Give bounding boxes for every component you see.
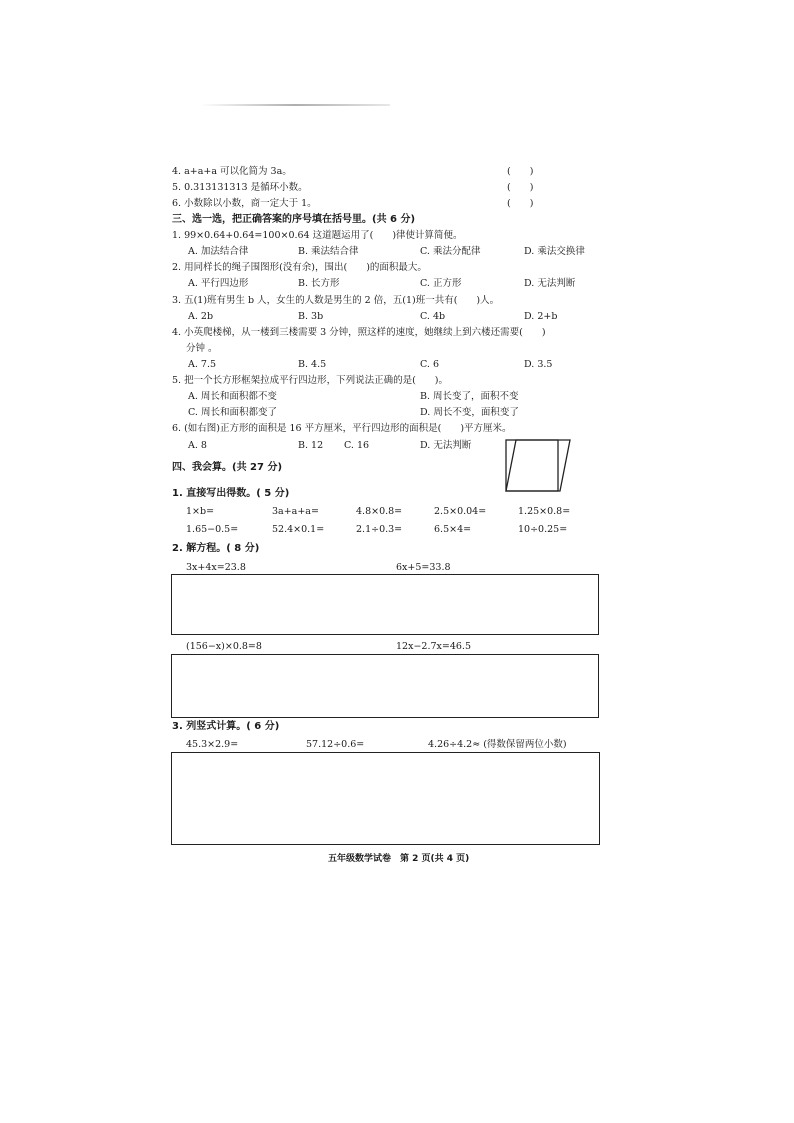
calc-r2-2: 52.4×0.1= — [272, 524, 325, 535]
calc-r2-1: 1.65−0.5= — [186, 524, 239, 535]
s3-q4-text2: 分钟 。 — [186, 343, 218, 354]
s3-q5-c: C. 周长和面积都变了 — [188, 407, 277, 418]
s3-q2-d: D. 无法判断 — [524, 278, 576, 289]
equation-3: (156−x)×0.8=8 — [186, 641, 262, 652]
judge-q4-paren: ( ) — [507, 166, 534, 177]
equation-1: 3x+4x=23.8 — [186, 562, 246, 573]
s3-q1-text: 1. 99×0.64+0.64=100×0.64 这道题运用了( )律使计算简便。 — [172, 230, 463, 241]
judge-q5-paren: ( ) — [507, 182, 534, 193]
vertical-calc-2: 57.12÷0.6= — [306, 739, 365, 750]
judge-q4: 4. a+a+a 可以化简为 3a。 — [172, 166, 292, 177]
s4-p2-title: 2. 解方程。( 8 分) — [172, 543, 260, 554]
vertical-calc-1: 45.3×2.9= — [186, 739, 239, 750]
s3-q6-d: D. 无法判断 — [420, 440, 472, 451]
answer-box-equations-2[interactable] — [171, 654, 599, 718]
answer-box-equations-1[interactable] — [171, 574, 599, 635]
s3-q1-c: C. 乘法分配律 — [420, 246, 481, 257]
equation-4: 12x−2.7x=46.5 — [396, 641, 471, 652]
section4-title: 四、我会算。(共 27 分) — [172, 462, 283, 473]
calc-r1-5: 1.25×0.8= — [518, 506, 571, 517]
s3-q2-a: A. 平行四边形 — [188, 278, 249, 289]
s3-q5-b: B. 周长变了，面积不变 — [420, 391, 519, 402]
s3-q4-d: D. 3.5 — [524, 359, 553, 370]
s3-q6-a: A. 8 — [188, 440, 207, 451]
s3-q1-d: D. 乘法交换律 — [524, 246, 585, 257]
vertical-calc-3: 4.26÷4.2≈ (得数保留两位小数) — [428, 739, 567, 750]
answer-box-vertical-calc[interactable] — [171, 752, 600, 845]
scan-artifact-line — [200, 104, 390, 106]
s3-q3-b: B. 3b — [298, 311, 324, 322]
parallelogram-shape — [506, 440, 570, 491]
s3-q5-text: 5. 把一个长方形框架拉成平行四边形，下列说法正确的是( )。 — [172, 375, 448, 386]
square-shape — [506, 440, 558, 491]
calc-r2-5: 10÷0.25= — [518, 524, 568, 535]
calc-r2-4: 6.5×4= — [434, 524, 472, 535]
s3-q6-text: 6. (如右图)正方形的面积是 16 平方厘米，平行四边形的面积是( )平方厘米。 — [172, 423, 512, 434]
judge-q6-paren: ( ) — [507, 198, 534, 209]
equation-2: 6x+5=33.8 — [396, 562, 451, 573]
s3-q1-b: B. 乘法结合律 — [298, 246, 359, 257]
s3-q2-b: B. 长方形 — [298, 278, 340, 289]
s3-q2-text: 2. 用同样长的绳子围图形(没有余)，围出( )的面积最大。 — [172, 262, 427, 273]
page-footer: 五年级数学试卷 第 2 页(共 4 页) — [328, 854, 470, 864]
s3-q6-b: B. 12 — [298, 440, 324, 451]
s3-q5-d: D. 周长不变，面积变了 — [420, 407, 519, 418]
s3-q4-a: A. 7.5 — [188, 359, 217, 370]
calc-r1-3: 4.8×0.8= — [356, 506, 403, 517]
judge-q5: 5. 0.313131313 是循环小数。 — [172, 182, 308, 193]
s4-p3-title: 3. 列竖式计算。( 6 分) — [172, 721, 280, 732]
s3-q6-c: C. 16 — [344, 440, 370, 451]
section3-title: 三、选一选，把正确答案的序号填在括号里。(共 6 分) — [172, 214, 416, 225]
judge-q6: 6. 小数除以小数，商一定大于 1。 — [172, 198, 317, 209]
s3-q4-text: 4. 小英爬楼梯，从一楼到三楼需要 3 分钟，照这样的速度，她继续上到六楼还需要( ) — [172, 327, 546, 338]
square-parallelogram-figure — [504, 438, 574, 494]
s4-p1-title: 1. 直接写出得数。( 5 分) — [172, 488, 290, 499]
calc-r1-1: 1×b= — [186, 506, 215, 517]
s3-q5-a: A. 周长和面积都不变 — [188, 391, 277, 402]
s3-q1-a: A. 加法结合律 — [188, 246, 249, 257]
calc-r2-3: 2.1÷0.3= — [356, 524, 403, 535]
s3-q2-c: C. 正方形 — [420, 278, 462, 289]
s3-q4-b: B. 4.5 — [298, 359, 327, 370]
calc-r1-2: 3a+a+a= — [272, 506, 319, 517]
s3-q3-c: C. 4b — [420, 311, 446, 322]
s3-q4-c: C. 6 — [420, 359, 440, 370]
s3-q3-text: 3. 五(1)班有男生 b 人，女生的人数是男生的 2 倍，五(1)班一共有( )人。 — [172, 295, 500, 306]
calc-r1-4: 2.5×0.04= — [434, 506, 487, 517]
s3-q3-d: D. 2+b — [524, 311, 558, 322]
s3-q3-a: A. 2b — [188, 311, 214, 322]
